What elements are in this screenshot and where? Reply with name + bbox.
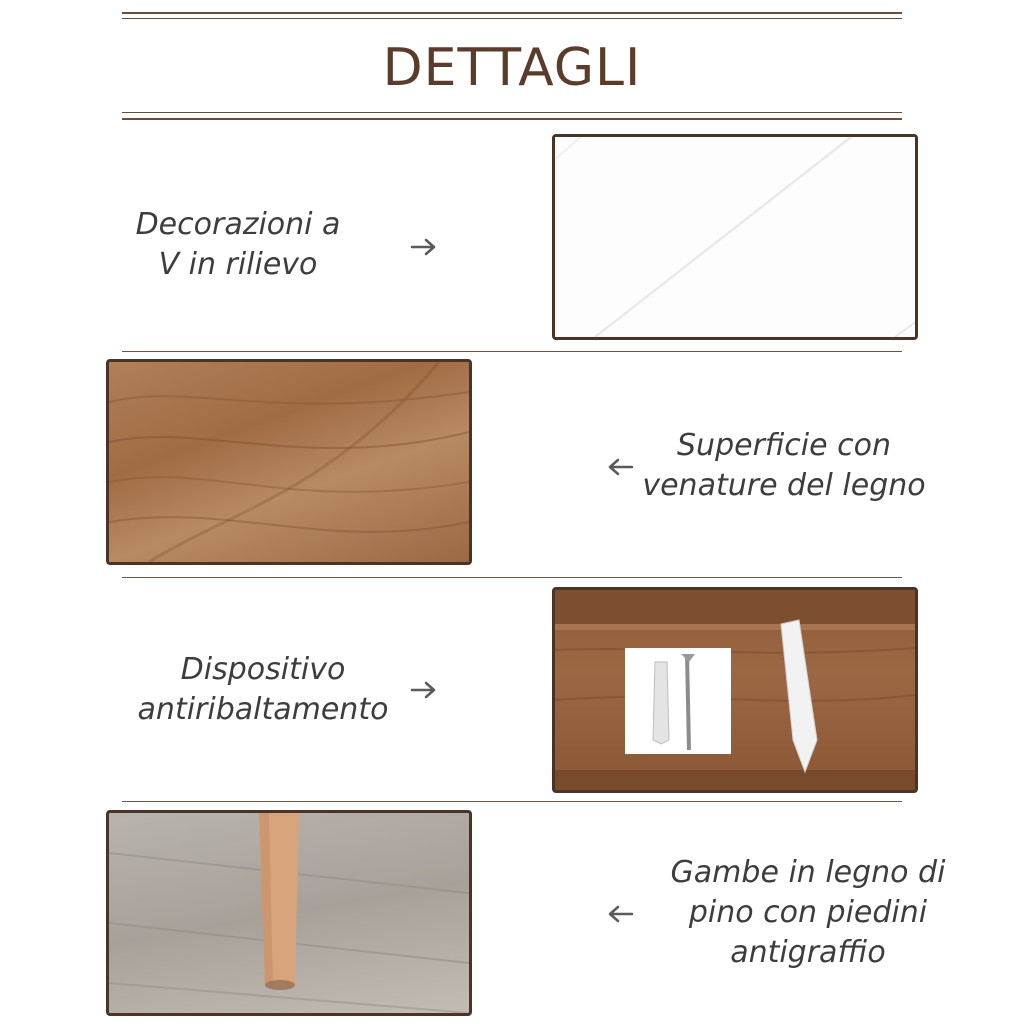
header-top-rule (122, 12, 902, 14)
photo-pine-leg (106, 810, 472, 1016)
wood-grain-illustration (109, 362, 469, 562)
row-divider (122, 801, 902, 802)
caption-line: V in rilievo (158, 247, 318, 282)
photo-anti-tip-kit (552, 587, 918, 793)
caption-line: antigraffio (730, 935, 886, 970)
caption-line: venature del legno (642, 468, 926, 503)
detail-caption-2 (634, 426, 934, 506)
caption-line: antiribaltamento (137, 692, 389, 727)
detail-caption-4 (650, 853, 966, 973)
caption-line: Gambe in legno di (670, 855, 946, 890)
caption-line: Superficie con (677, 428, 891, 463)
header-top-rule-thin (122, 18, 902, 19)
row-divider (122, 351, 902, 352)
arrow-left-icon (606, 457, 634, 477)
detail-caption-3 (118, 650, 408, 730)
detail-caption-1 (118, 205, 358, 285)
header-bottom-rule-thin (122, 112, 902, 113)
arrow-left-icon (606, 904, 634, 924)
anti-tip-illustration (555, 590, 915, 790)
photo-wood-grain (106, 359, 472, 565)
caption-line: Decorazioni a (135, 207, 341, 242)
pine-leg-illustration (109, 813, 469, 1013)
header-bottom-rule (122, 118, 902, 120)
v-groove-illustration (555, 137, 915, 337)
caption-line: Dispositivo (180, 652, 346, 687)
row-divider (122, 577, 902, 578)
caption-line: pino con piedini (688, 895, 928, 930)
page-title: DETTAGLI (382, 38, 642, 98)
arrow-right-icon (410, 237, 438, 257)
arrow-right-icon (410, 680, 438, 700)
photo-white-panel (552, 134, 918, 340)
